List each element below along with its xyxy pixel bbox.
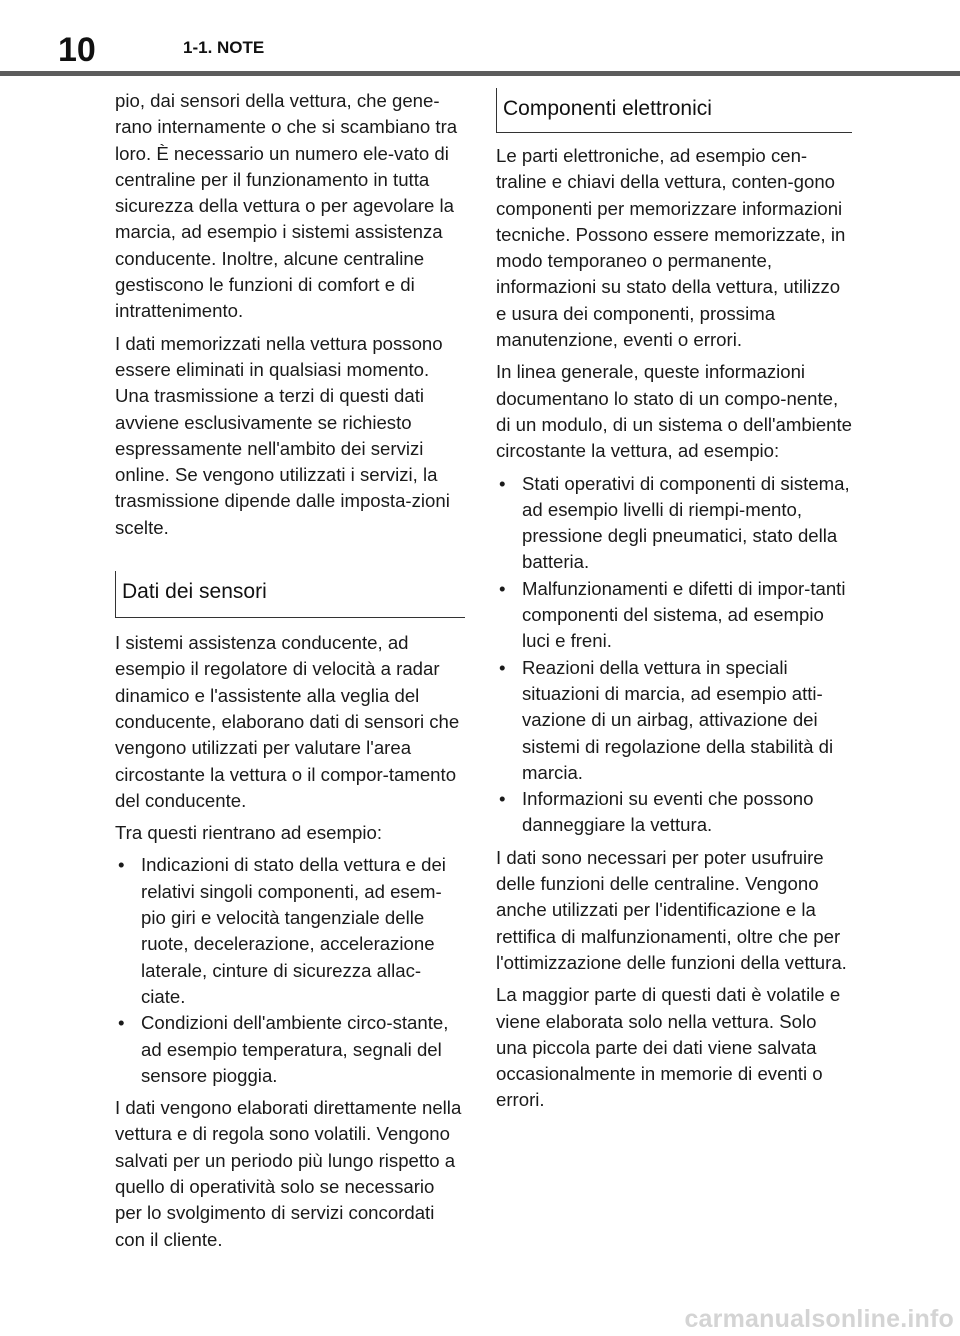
left-paragraph-5: I dati vengono elaborati direttamente nella vettura e di regola sono volatili. Vengono salvati per un periodo più lungo rispetto a quello di operatività solo se necessario per lo svolgimento di servizi concordati con il cliente.: [115, 1097, 462, 1250]
list-item-text: Reazioni della vettura in speciali situazioni di marcia, ad esempio atti-vazione di un airbag, attivazione dei sistemi di regolazione della stabilità di marcia.: [522, 656, 834, 783]
bullet-icon: •: [118, 854, 125, 876]
left-paragraph-1: pio, dai sensori della vettura, che gene-rano internamente o che si scambiano tra loro. È necessario un numero ele-vato di centraline per il funzionamento in tutta sicurezza della vettura o per agevolare la marcia, ad esempio i sistemi assistenza conducente. Inoltre, alcune centraline gestiscono le funzioni di comfort e di intrattenimento.: [115, 90, 458, 322]
footer-watermark: carmanualsonline.info: [684, 1305, 954, 1333]
left-paragraph-3: I sistemi assistenza conducente, ad esempio il regolatore di velocità a radar dinamico e l'assistente alla veglia del conducente, elaborano dati di sensori che vengono utilizzati per valutare l'area circostante la vettura o il compor-tamento del conducente.: [115, 632, 460, 811]
right-paragraph-2: In linea generale, queste informazioni documentano lo stato di un compo-nente, di un modulo, di un sistema o dell'ambiente circostante la vettura, ad esempio:: [496, 361, 853, 462]
bullet-icon: •: [499, 472, 506, 494]
section-heading-sensor-data: Dati dei sensori: [115, 571, 465, 618]
left-paragraph-4: Tra questi rientrano ad esempio:: [115, 822, 382, 844]
list-item: [496, 786, 852, 839]
list-item-text: Stati operativi di componenti di sistema, ad esempio livelli di riempi-mento, pressione degli pneumatici, stato della batteria.: [522, 472, 850, 573]
right-column: [496, 88, 852, 1120]
section-heading-electronic-components: Componenti elettronici: [496, 88, 852, 133]
header-divider: [0, 71, 960, 76]
bullet-icon: •: [118, 1012, 125, 1034]
page-number: 10: [58, 31, 96, 69]
list-item: [115, 852, 465, 1010]
right-paragraph-3: I dati sono necessari per poter usufruire delle funzioni delle centraline. Vengono anche utilizzati per l'identificazione e la rettifica di malfunzionamenti, oltre che per l'ottimizzazione delle funzioni della vettura.: [496, 846, 847, 973]
right-paragraph-4: La maggior parte di questi dati è volatile e viene elaborata solo nella vettura. Solo una piccola parte dei dati viene salvata occasionalmente in memorie di eventi o errori.: [496, 984, 841, 1111]
bullet-icon: •: [499, 788, 506, 810]
list-item-text: Informazioni su eventi che possono danneggiare la vettura.: [522, 788, 814, 836]
list-item: [496, 576, 852, 655]
page-header: [0, 0, 960, 78]
right-bullet-list: [496, 471, 852, 839]
list-item-text: Condizioni dell'ambiente circo-stante, ad esempio temperatura, segnali del sensore pioggia.: [141, 1012, 449, 1086]
right-paragraph-1: Le parti elettroniche, ad esempio cen-traline e chiavi della vettura, conten-gono componenti per memorizzare informazioni tecniche. Possono essere memorizzate, in modo temporaneo o permanente, informazioni su stato della vettura, utilizzo e usura dei componenti, prossima manutenzione, eventi o errori.: [496, 145, 846, 351]
bullet-icon: •: [499, 577, 506, 599]
list-item: [115, 1010, 465, 1089]
left-column: [115, 88, 465, 1259]
list-item-text: Indicazioni di stato della vettura e dei relativi singoli componenti, ad esem-pio giri e velocità tangenziale delle ruote, decelerazione, accelerazione laterale, cinture di sicurezza allac-ciate.: [141, 854, 446, 1007]
left-paragraph-2: I dati memorizzati nella vettura possono essere eliminati in qualsiasi momento. Una trasmissione a terzi di questi dati avviene esclusivamente se richiesto espressamente nell'ambito dei servizi online. Se vengono utilizzati i servizi, la trasmissione dipende dalle imposta-zioni scelte.: [115, 332, 450, 538]
section-label: 1-1. NOTE: [183, 38, 265, 57]
list-item: [496, 655, 852, 786]
list-item: [496, 471, 852, 576]
left-bullet-list: [115, 852, 465, 1089]
list-item-text: Malfunzionamenti e difetti di impor-tanti componenti del sistema, ad esempio luci e freni.: [522, 577, 846, 652]
bullet-icon: •: [499, 656, 506, 678]
